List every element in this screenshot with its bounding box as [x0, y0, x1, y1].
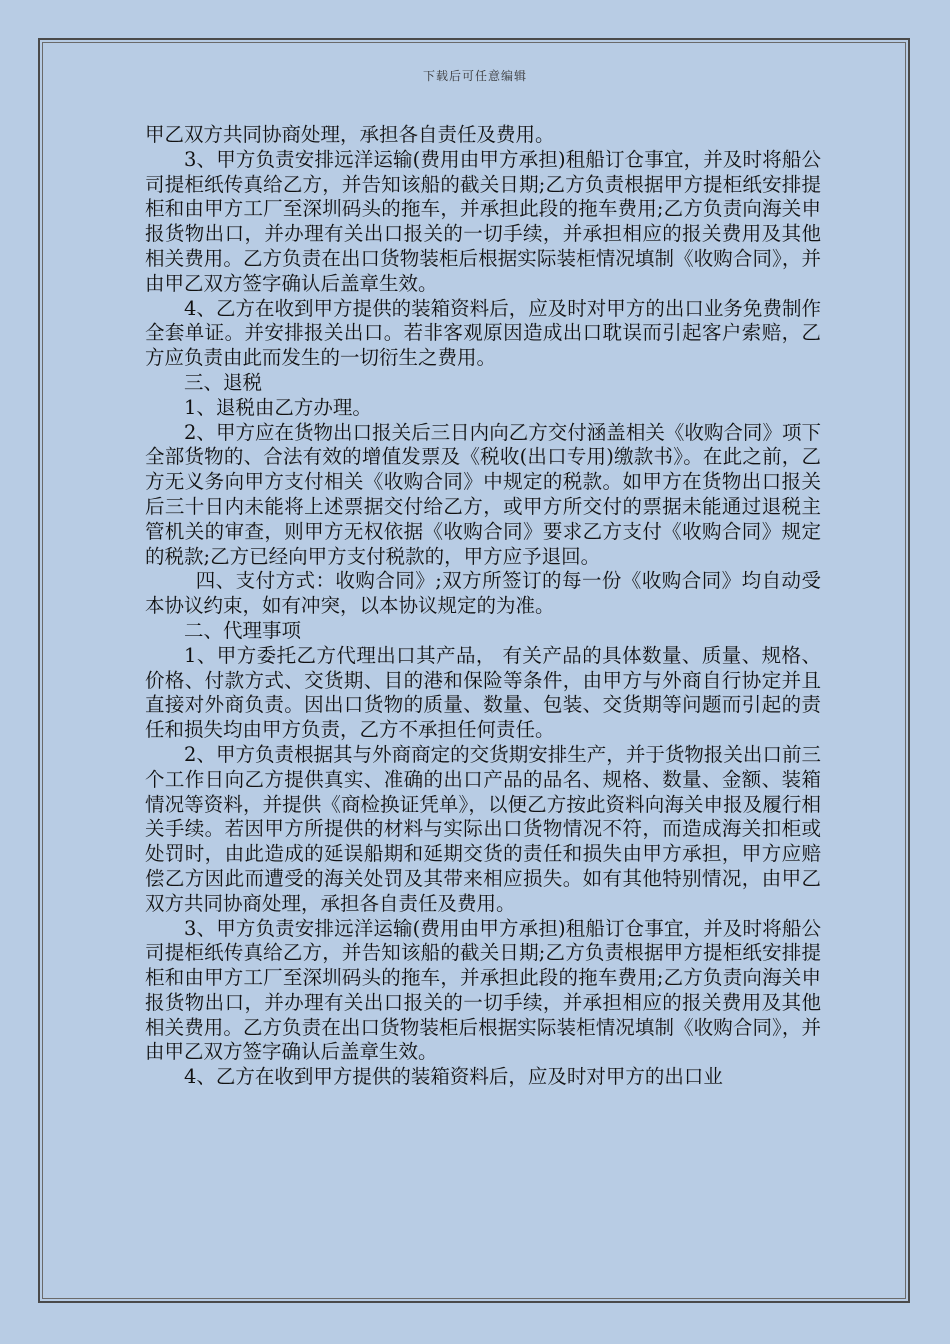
paragraph-clause-4: 4、乙方在收到甲方提供的装箱资料后，应及时对甲方的出口业务免费制作全套单证。并安排报关出口。若非客观原因造成出口耽误而引起客户索赔，乙方应负责由此而发生的一切衍生之费用。 — [145, 296, 821, 370]
section-heading-agency: 二、代理事项 — [184, 618, 302, 642]
paragraph-agency-clause-4: 4、乙方在收到甲方提供的装箱资料后，应及时对甲方的出口业 — [184, 1065, 723, 1089]
document-body — [145, 123, 821, 1090]
paragraph-agency-clause-3: 3、甲方负责安排远洋运输(费用由甲方承担)租船订仓事宜，并及时将船公司提柜纸传真给乙方，并告知该船的截关日期;乙方负责根据甲方提柜纸安排提柜和由甲方工厂至深圳码头的拖车，并承担此段的拖车费用;乙方负责向海关申报货物出口，并办理有关出口报关的一切手续，并承担相应的报关费用及其他相关费用。乙方负责在出口货物装柜后根据实际装柜情况填制《收购合同》，并由甲乙双方签字确认后盖章生效。 — [145, 916, 821, 1064]
paragraph-clause-3: 3、甲方负责安排远洋运输(费用由甲方承担)租船订仓事宜，并及时将船公司提柜纸传真给乙方，并告知该船的截关日期;乙方负责根据甲方提柜纸安排提柜和由甲方工厂至深圳码头的拖车，并承担此段的拖车费用;乙方负责向海关申报货物出口，并办理有关出口报关的一切手续，并承担相应的报关费用及其他相关费用。乙方负责在出口货物装柜后根据实际装柜情况填制《收购合同》，并由甲乙双方签字确认后盖章生效。 — [145, 147, 821, 295]
section-heading-tax-refund: 三、退税 — [184, 370, 263, 394]
section-heading-payment: 四、支付方式：收购合同》;双方所签订的每一份《收购合同》均自动受本协议约束，如有冲突，以本协议规定的为准。 — [145, 569, 821, 618]
paragraph-tax-clause-1: 1、退税由乙方办理。 — [184, 395, 372, 419]
paragraph-continuation: 甲乙双方共同协商处理，承担各自责任及费用。 — [145, 123, 555, 146]
paragraph-agency-clause-2: 2、甲方负责根据其与外商商定的交货期安排生产，并于货物报关出口前三个工作日向乙方提供真实、准确的出口产品的品名、规格、数量、金额、装箱情况等资料，并提供《商检换证凭单》，以便乙方按此资料向海关申报及履行相关手续。若因甲方所提供的材料与实际出口货物情况不符，而造成海关扣柜或处罚时，由此造成的延误船期和延期交货的责任和损失由甲方承担，甲方应赔偿乙方因此而遭受的海关处罚及其带来相应损失。如有其他特别情况，由甲乙双方共同协商处理，承担各自责任及费用。 — [145, 742, 821, 915]
paragraph-agency-clause-1: 1、甲方委托乙方代理出口其产品， 有关产品的具体数量、质量、规格、价格、付款方式、交货期、目的港和保险等条件，由甲方与外商自行协定并且直接对外商负责。因出口货物的质量、数量、包装、交货期等问题而引起的责任和损失均由甲方负责，乙方不承担任何责任。 — [145, 643, 821, 742]
header-note: 下载后可任意编辑 — [422, 69, 527, 83]
paragraph-tax-clause-2: 2、甲方应在货物出口报关后三日内向乙方交付涵盖相关《收购合同》项下全部货物的、合法有效的增值发票及《税收(出口专用)缴款书》。在此之前，乙方无义务向甲方支付相关《收购合同》中规定的税款。如甲方在货物出口报关后三十日内未能将上述票据交付给乙方，或甲方所交付的票据未能通过退税主管机关的审查，则甲方无权依据《收购合同》要求乙方支付《收购合同》规定的税款;乙方已经向甲方支付税款的，甲方应予退回。 — [145, 420, 821, 568]
